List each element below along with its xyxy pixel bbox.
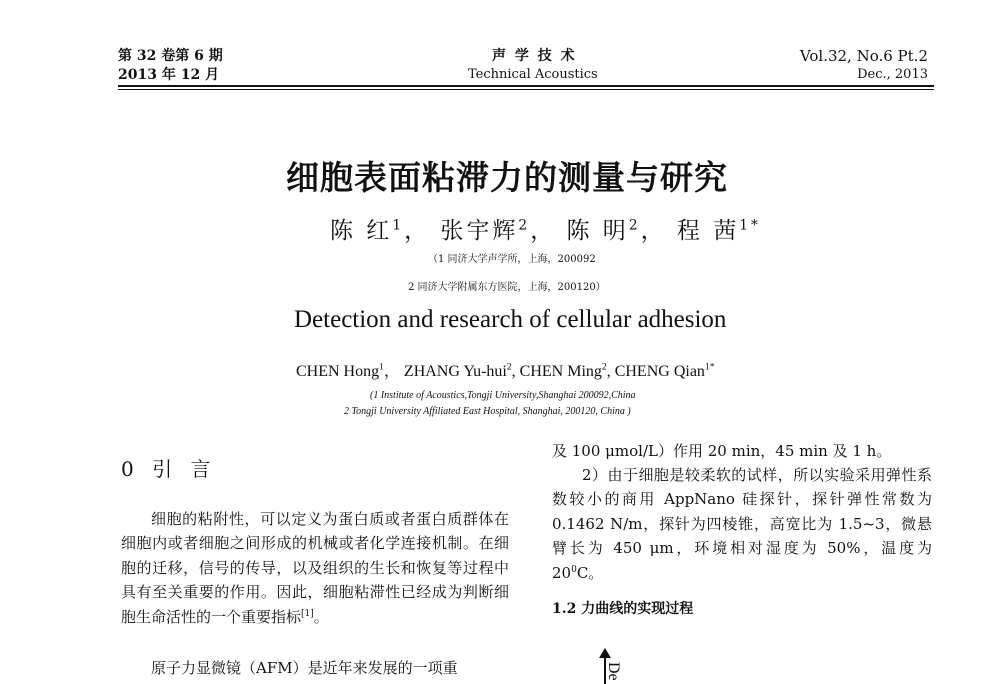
citation-ref: [1] [301,608,314,619]
header-rule-thick [118,85,934,87]
volume-date: Dec., 2013 [857,67,928,82]
author-zh: 陈 红$^1$， [330,217,431,244]
author-list-zh [330,212,761,245]
paper-title-en: Detection and research of cellular adhesion [294,306,727,333]
method-line-1: 及 100 μmol/L）作用 20 min，45 min 及 1 h。 [552,442,892,460]
author-zh: 张宇辉$^2$， [440,217,557,244]
author-zh: 程 茜$^{1*}$ [676,217,761,244]
affiliation-en-1: (1 Institute of Acoustics,Tongji University,Shanghai 200092,China [370,390,636,401]
subsection-heading-force-curve: 1.2 力曲线的实现过程 [552,601,694,617]
intro-paragraph-2: 原子力显微镜（AFM）是近年来发展的一项重 [151,659,458,677]
journal-date: 2013 年 12 月 [118,67,220,83]
affiliation-zh-1: （1 同济大学声学所，上海，200092 [428,254,596,265]
header-rule-thin [118,89,934,90]
section-heading-introduction: 0 引 言 [121,457,217,481]
author-zh: 陈 明$^2$， [566,217,667,244]
volume-number: Vol.32, No.6 Pt.2 [799,47,928,65]
author-en: CHEN Ming$^2$, [519,361,615,380]
author-en: ZHANG Yu-hui$^2$, [403,361,520,380]
intro-paragraph-1: 细胞的粘附性，可以定义为蛋白质或者蛋白质群体在细胞内或者细胞之间形成的机械或者化学连接机制。在细胞的迁移，信号的传导，以及组织的生长和恢复等过程中具有至关重要的作用。因此，细胞粘滞性已经成为判断细胞生命活性的一个重要指标[1]。 [121,510,509,626]
affiliation-zh-2: 2 同济大学附属东方医院，上海，200120） [408,282,606,293]
paper-title-zh: 细胞表面粘滞力的测量与研究 [286,158,728,197]
figure-axis-label: De [605,662,622,681]
author-en: CHENG Qian$^{1*}$ [614,361,715,380]
affiliation-en-2: 2 Tongji University Affiliated East Hospital, Shanghai, 200120, China ) [344,406,631,417]
method-paragraph-2: 2）由于细胞是较柔软的试样，所以实验采用弹性系数较小的商用 AppNano 硅探针，探针弹性常数为 0.1462 N/m，探针为四棱锥，高宽比为 1.5~3，微悬臂长为 450 μm，环境相对湿度为 50%，温度为 $20^0C$。 [552,466,932,582]
journal-issue: 第 32 卷第 6 期 [118,48,223,64]
author-en: CHEN Hong$^1$， [296,361,400,380]
journal-name-en: Technical Acoustics [468,67,598,82]
author-list-en [296,358,715,381]
journal-name-zh: 声 学 技 术 [492,48,577,64]
